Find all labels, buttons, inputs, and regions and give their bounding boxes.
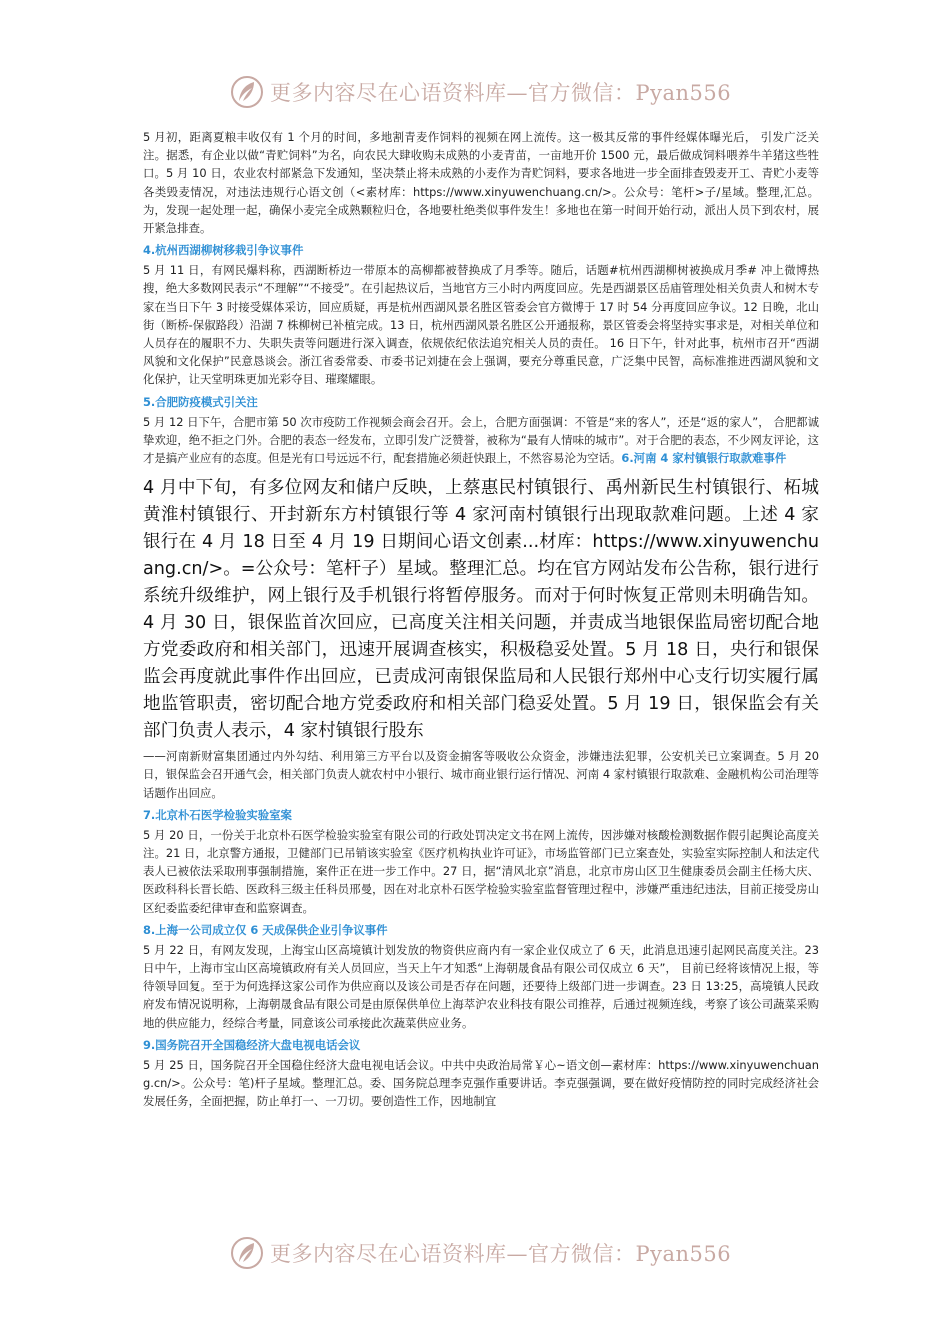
section-4-body: 5 月 11 日，有网民爆料称，西湖断桥边一带原本的高柳都被替换成了月季等。随后，话题#杭州西湖柳树被换成月季# 冲上微博热搜，绝大多数网民表示“不理解”“不接受”。在引起热议后，当地官方三小时内两度回应。先是西湖景区岳庙管理处相关负责人和树木专家在当日下午 3 时接受媒体采访，回应质疑，再是杭州西湖风景名胜区管委会官方微博于 17 时 54 分再度回应争议。12 日晚，北山街（断桥-保俶路段）沿湖 7 株柳树已补植完成。13 日，杭州西湖风景名胜区公开通报称，景区管委会将坚持实事求是，对相关单位和人员存在的履职不力、失职失责等问题进行深入调查，依规依纪依法追究相关人员的责任。 16 日下午，针对此事，杭州市召开“西湖风貌和文化保护”民意恳谈会。浙江省委常委、市委书记刘捷在会上强调，要充分尊重民意，广泛集中民智，高标准推进西湖风貌和文化保护，让天堂明珠更加光彩夺目、璀璨耀眼。 — [143, 263, 819, 387]
section-5-text: 5 月 12 日下午，合肥市第 50 次市疫防工作视频会商会召开。会上，合肥方面强调：不管是“来的客人”，还是“返的家人”， 合肥都诚挚欢迎，绝不拒之门外。合肥的表态一经发布，立即引发广泛赞誉，被称为“最有人情味的城市”。对于合肥的表态，不少网友评论，这才是搞产业应有的态度。但是光有口号远远不行，配套措施必须赶快跟上，不然容易沦为空话。 — [143, 414, 819, 466]
feather-quill-icon — [230, 1236, 264, 1270]
header-banner — [230, 72, 750, 112]
section-8-body: 5 月 22 日，有网友发现，上海宝山区高境镇计划发放的物资供应商内有一家企业仅成立了 6 天，此消息迅速引起网民高度关注。23 日中午，上海市宝山区高境镇政府有关人员回应，当天上午才知悉“上海朝晟食品有限公司仅成立 6 天”， 目前已经将该情况上报，等待领导回复。至于为何选择这家公司作为供应商以及该公司是否存在问题，还要待上级部门进一步调查。23 日 13:25，高境镇人民政府发布情况说明称，上海朝晟食品有限公司是由原保供单位上海萃沪农业科技有限公司推荐，后通过视频连线，考察了该公司蔬菜采购地的供应能力，经综合考量，同意该公司承接此次蔬菜供应业务。 — [143, 942, 819, 1030]
section-3-body: 5 月初，距离夏粮丰收仅有 1 个月的时间，多地割青麦作饲料的视频在网上流传。这一极其反常的事件经媒体曝光后， 引发广泛关注。据悉，有企业以做“青贮饲料”为名，向农民大肆收购未成熟的小麦青苗，一亩地开价 1500 元，最后做成饲料喂养牛羊猪这些牲口。5 月 10 日，农业农村部紧急下发通知，坚决禁止将未成熟的小麦作为青贮饲料，要求各地进一步全面排查毁麦开工、青贮小麦等各类毁麦情况，对违法违规行心语文创（<素材库：https://www.xinyuwenchuang.cn/>。公众号：笔杆>子/星域。整理,汇总。为，发现一起处理一起，确保小麦完全成熟颗粒归仓，各地要杜绝类似事件发生！多地也在第一时间开始行动，派出人员下到农村，展开紧急排查。 — [143, 130, 819, 236]
section-9-title: 9.国务院召开全国稳经济大盘电视电话会议 — [143, 1037, 361, 1052]
banner-text-footer: 更多内容尽在心语资料库—官方微信：Pyan556 — [270, 1242, 732, 1266]
document-body — [143, 128, 819, 1111]
section-7-title: 7.北京朴石医学检验实验室案 — [143, 807, 292, 822]
section-6-title: 6.河南 4 家村镇银行取款难事件 — [621, 451, 787, 466]
footer-banner — [230, 1233, 750, 1273]
section-8-title: 8.上海一公司成立仅 6 天成保供企业引争议事件 — [143, 922, 388, 937]
section-4-title: 4.杭州西湖柳树移栽引争议事件 — [143, 243, 304, 258]
feather-quill-icon — [230, 75, 264, 109]
section-5-title: 5.合肥防疫模式引关注 — [143, 394, 258, 409]
section-6-body: ——河南新财富集团通过内外勾结、利用第三方平台以及资金掮客等吸收公众资金，涉嫌违法犯罪，公安机关已立案调查。5 月 20 日，银保监会召开通气会，相关部门负责人就农村中小银行、城市商业银行运行情况、河南 4 家村镇银行取款难、金融机构公司治理等话题作出回应。 — [143, 749, 819, 800]
section-9-body: 5 月 25 日，国务院召开全国稳住经济大盘电视电话会议。中共中央政治局常￥心~语文创—素材库：https://www.xinyuwenchuang.cn/>。公众号：笔)杆子星域。整理汇总。委、国务院总理李克强作重要讲话。李克强强调，要在做好疫情防控的同时完成经济社会发展任务，全面把握，防止单打一、一刀切。要创造性工作，因地制宜 — [143, 1057, 819, 1109]
banner-text: 更多内容尽在心语资料库—官方微信：Pyan556 — [270, 81, 732, 105]
section-6-large-text: 4 月中下旬，有多位网友和储户反映，上蔡惠民村镇银行、禹州新民生村镇银行、柘城黄淮村镇银行、开封新东方村镇银行等 4 家河南村镇银行出现取款难问题。上述 4 家银行在 4 月 18 日至 4 月 19 日期间心语文创素...材库：https://www.xinyuwenchuang.cn/>。=公众号：笔杆子）星域。整理汇总。均在官方网站发布公告称，银行进行系统升级维护，网上银行及手机银行将暂停服务。而对于何时恢复正常则未明确告知。4 月 30 日，银保监首次回应，已高度关注相关问题，并责成当地银保监局密切配合地方党委政府和相关部门，迅速开展调查核实，积极稳妥处置。5 月 18 日，央行和银保监会再度就此事件作出回应，已责成河南银保监局和人民银行郑州中心支行切实履行属地监管职责，密切配合地方党委政府和相关部门稳妥处置。5 月 19 日，银保监会有关部门负责人表示，4 家村镇银行股东 — [143, 478, 819, 742]
section-5-body — [143, 413, 819, 468]
section-7-body: 5 月 20 日，一份关于北京朴石医学检验实验室有限公司的行政处罚决定文书在网上流传，因涉嫌对核酸检测数据作假引起舆论高度关注。21 日，北京警方通报，卫健部门已吊销该实验室《医疗机构执业许可证》，市场监管部门已立案查处，实验室实际控制人和法定代表人已被依法采取刑事强制措施，案件正在进一步工作中。27 日，据“清风北京”消息，北京市房山区卫生健康委员会副主任杨大庆、医政科科长晋长皓、医政科三级主任科员邢曼，因在对北京朴石医学检验实验室监督管理过程中，涉嫌严重违纪违法，目前正接受房山区纪委监委纪律审查和监察调查。 — [143, 827, 819, 915]
